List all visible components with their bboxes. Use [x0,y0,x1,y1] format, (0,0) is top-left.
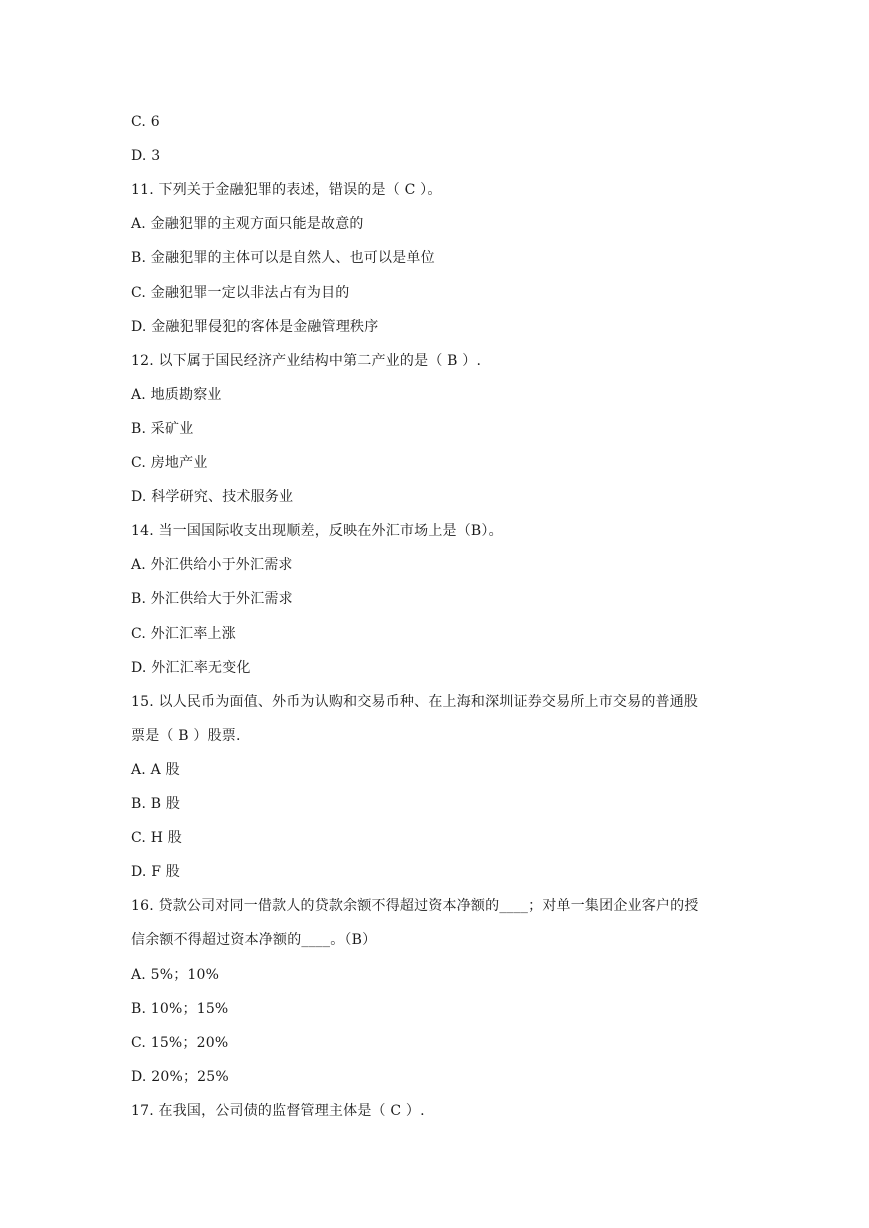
option-line: D. F 股 [131,864,180,880]
option-line: C. 外汇汇率上涨 [131,626,236,642]
option-line: D. 3 [131,148,161,164]
option-line: C. 金融犯罪一定以非法占有为目的 [131,285,350,301]
option-line: C. 15%；20% [131,1035,229,1051]
option-line: C. H 股 [131,830,182,846]
question-line: 票是（ B ）股票. [131,728,241,744]
option-line: C. 房地产业 [131,455,208,471]
option-line: D. 金融犯罪侵犯的客体是金融管理秩序 [131,319,379,335]
option-line: A. 地质勘察业 [131,387,222,403]
question-line: 15. 以人民币为面值、外币为认购和交易币种、在上海和深圳证券交易所上市交易的普通股 [131,694,699,710]
option-line: D. 20%；25% [131,1069,229,1085]
option-line: B. B 股 [131,796,181,812]
option-line: C. 6 [131,114,160,130]
option-line: D. 外汇汇率无变化 [131,660,251,676]
question-line: 14. 当一国国际收支出现顺差，反映在外汇市场上是（B）。 [131,523,503,539]
option-line: B. 金融犯罪的主体可以是自然人、也可以是单位 [131,250,435,266]
option-line: A. 5%；10% [131,967,220,983]
option-line: B. 采矿业 [131,421,194,437]
option-line: A. 金融犯罪的主观方面只能是故意的 [131,216,364,232]
option-line: A. A 股 [131,762,180,778]
question-line: 12. 以下属于国民经济产业结构中第二产业的是（ B ）. [131,353,482,369]
option-line: B. 10%；15% [131,1001,229,1017]
question-line: 信余额不得超过资本净额的____。（B） [131,932,377,948]
option-line: D. 科学研究、技术服务业 [131,489,294,505]
option-line: A. 外汇供给小于外汇需求 [131,557,293,573]
option-line: B. 外汇供给大于外汇需求 [131,591,293,607]
question-line: 16. 贷款公司对同一借款人的贷款余额不得超过资本净额的____；对单一集团企业客户的授 [131,898,699,914]
question-line: 17. 在我国，公司债的监督管理主体是（ C ）. [131,1103,425,1119]
question-line: 11. 下列关于金融犯罪的表述，错误的是（ C ）。 [131,182,442,198]
